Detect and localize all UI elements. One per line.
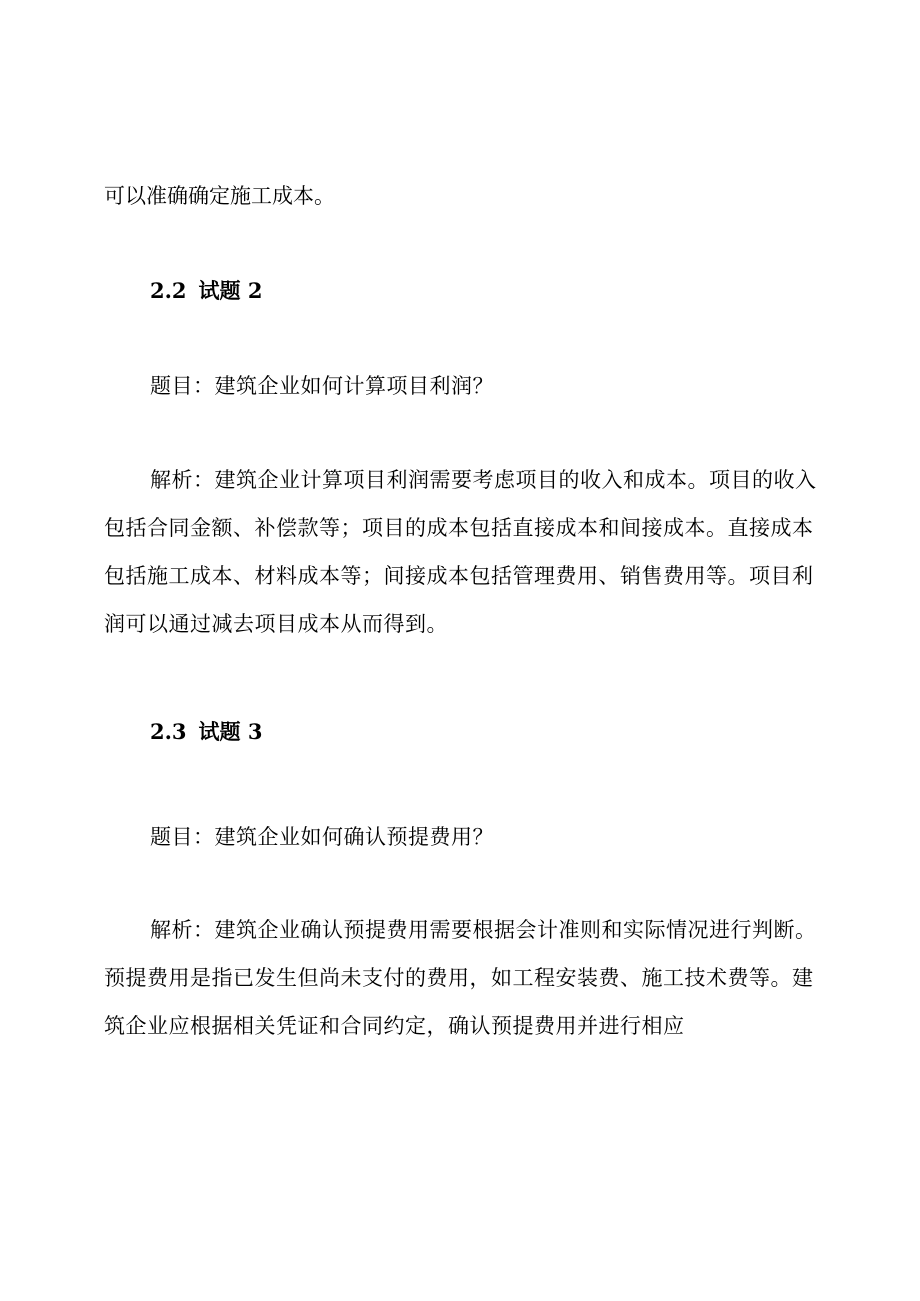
- section-title: 试题 3: [198, 719, 263, 744]
- section-heading-2-3: [150, 718, 262, 746]
- section-number: 2.3: [150, 719, 187, 744]
- intro-line: 可以准确确定施工成本。: [104, 184, 335, 208]
- analysis-2-3: 解析：建筑企业确认预提费用需要根据会计准则和实际情况进行判断。预提费用是指已发生但尚未支付的费用，如工程安装费、施工技术费等。建筑企业应根据相关凭证和合同约定，确认预提费用并进行相应: [104, 918, 817, 1038]
- analysis-2-2: 解析：建筑企业计算项目利润需要考虑项目的收入和成本。项目的收入包括合同金额、补偿款等；项目的成本包括直接成本和间接成本。直接成本包括施工成本、材料成本等；间接成本包括管理费用、销售费用等。项目利润可以通过减去项目成本从而得到。: [104, 468, 817, 636]
- section-title: 试题 2: [198, 278, 263, 303]
- section-heading-2-2: [150, 277, 262, 305]
- question-2-3: 题目：建筑企业如何确认预提费用？: [150, 825, 494, 849]
- question-2-2: 题目：建筑企业如何计算项目利润？: [150, 374, 494, 398]
- section-number: 2.2: [150, 278, 187, 303]
